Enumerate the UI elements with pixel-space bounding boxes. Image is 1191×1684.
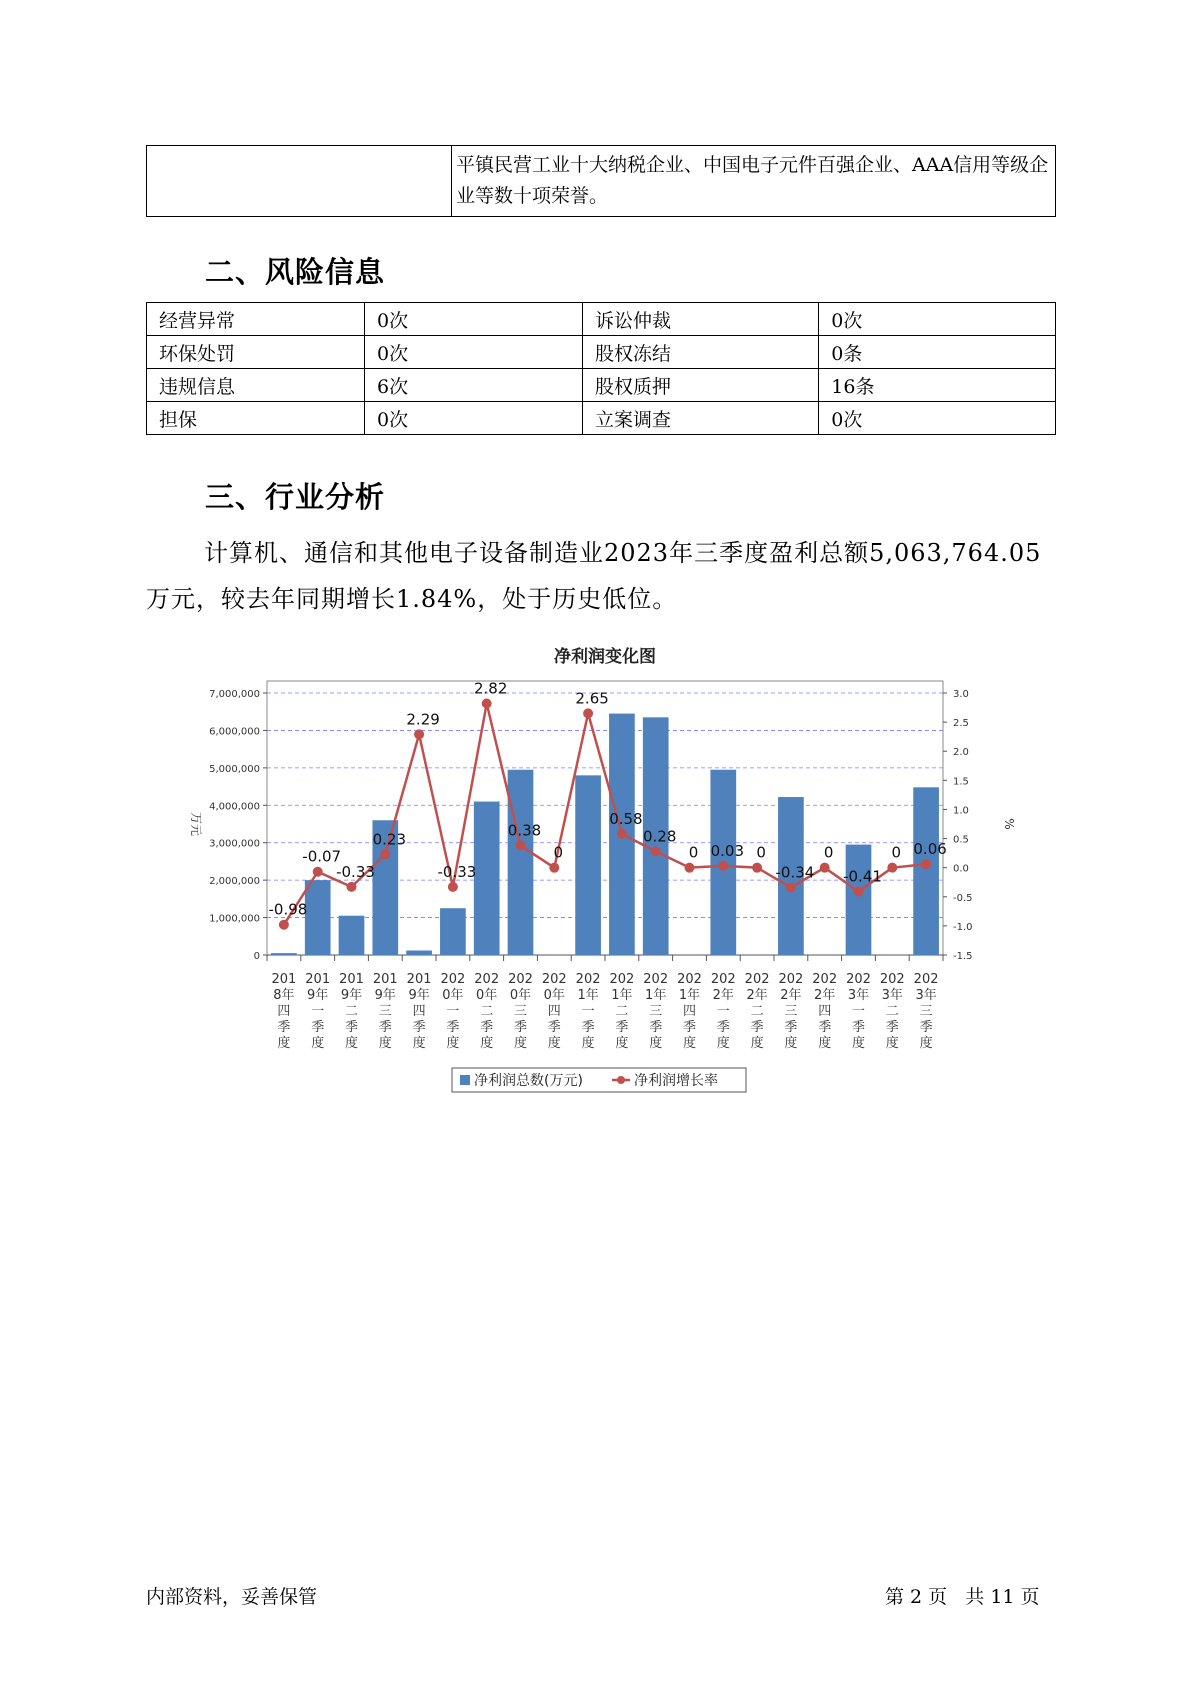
plot-frame — [267, 681, 943, 955]
risk-label-cell: 立案调查 — [583, 402, 819, 435]
x-tick-label: 202 — [778, 972, 804, 987]
x-tick-label: 度 — [547, 1036, 561, 1051]
x-tick-label: 度 — [581, 1036, 595, 1051]
x-tick-label: 度 — [277, 1036, 291, 1051]
x-tick-label: 度 — [311, 1036, 325, 1051]
bar-net-profit — [508, 770, 534, 955]
x-tick-label: 2年 — [814, 988, 836, 1003]
risk-value-cell: 0次 — [365, 336, 583, 369]
bar-net-profit — [305, 880, 331, 955]
x-tick-label: 季 — [649, 1020, 663, 1035]
point-growth-rate — [752, 863, 762, 873]
y-right-tick-label: 1.0 — [953, 805, 969, 817]
x-tick-label: 201 — [271, 972, 297, 987]
x-tick-label: 度 — [716, 1036, 730, 1051]
x-tick-label: 四 — [818, 1004, 832, 1019]
y-right-tick-label: 2.0 — [953, 747, 969, 759]
x-tick-label: 202 — [474, 972, 500, 987]
x-tick-label: 202 — [643, 972, 669, 987]
x-tick-label: 季 — [716, 1020, 730, 1035]
x-tick-label: 二 — [480, 1004, 494, 1019]
x-tick-label: 度 — [750, 1036, 764, 1051]
x-tick-label: 3年 — [881, 988, 903, 1003]
x-tick-label: 度 — [784, 1036, 798, 1051]
x-tick-label: 0年 — [509, 988, 532, 1003]
point-growth-rate — [685, 863, 695, 873]
y-left-tick-label: 5,000,000 — [209, 763, 260, 775]
x-tick-label: 二 — [885, 1004, 899, 1019]
section-heading-industry: 三、行业分析 — [205, 480, 386, 514]
x-tick-label: 度 — [480, 1036, 494, 1051]
x-tick-label: 季 — [851, 1020, 866, 1035]
y-left-tick-label: 0 — [253, 951, 260, 962]
data-label-growth-rate: 0 — [891, 843, 902, 862]
x-tick-label: 季 — [581, 1020, 595, 1035]
data-label-growth-rate: -0.07 — [302, 847, 342, 866]
x-tick-label: 季 — [750, 1020, 764, 1035]
legend-swatch-point — [617, 1076, 625, 1084]
x-tick-label: 1年 — [611, 988, 633, 1003]
x-tick-label: 季 — [919, 1020, 933, 1035]
x-tick-label: 季 — [615, 1020, 629, 1035]
y-right-tick-label: 3.0 — [953, 689, 969, 700]
bar-net-profit — [913, 787, 939, 955]
x-tick-label: 202 — [846, 972, 871, 987]
x-tick-label: 201 — [339, 972, 364, 987]
y-left-tick-label: 6,000,000 — [209, 726, 260, 738]
y-left-axis-label: 万元 — [189, 811, 203, 837]
legend-swatch-bar — [460, 1075, 470, 1085]
point-growth-rate — [651, 846, 661, 856]
risk-value-cell: 6次 — [365, 369, 583, 402]
honors-table — [146, 145, 1056, 217]
point-growth-rate — [516, 841, 526, 851]
x-tick-label: 度 — [885, 1036, 899, 1051]
point-growth-rate — [549, 863, 559, 873]
footer-page-number: 第 2 页 共 11 页 — [885, 1586, 1040, 1608]
x-tick-label: 一 — [716, 1004, 730, 1019]
x-tick-label: 202 — [609, 972, 635, 987]
x-tick-label: 度 — [818, 1036, 832, 1051]
x-tick-label: 度 — [344, 1036, 359, 1051]
risk-value-cell: 0次 — [819, 303, 1056, 336]
x-tick-label: 0年 — [476, 988, 498, 1003]
bar-net-profit — [474, 802, 500, 955]
x-tick-label: 三 — [919, 1004, 933, 1019]
x-tick-label: 1年 — [678, 988, 701, 1003]
y-left-tick-label: 1,000,000 — [209, 913, 260, 925]
x-tick-label: 2年 — [746, 988, 768, 1003]
point-growth-rate — [448, 882, 458, 892]
x-tick-label: 201 — [372, 972, 398, 987]
x-tick-label: 三 — [649, 1004, 663, 1019]
x-tick-label: 度 — [682, 1036, 697, 1051]
x-tick-label: 季 — [378, 1020, 392, 1035]
data-label-growth-rate: -0.33 — [437, 862, 477, 881]
y-left-tick-label: 4,000,000 — [209, 801, 260, 813]
x-tick-label: 四 — [277, 1004, 291, 1019]
data-label-growth-rate: 2.65 — [575, 689, 609, 708]
x-tick-label: 3年 — [915, 988, 937, 1003]
x-tick-label: 202 — [440, 972, 466, 987]
point-growth-rate — [482, 698, 492, 708]
y-right-tick-label: 1.5 — [953, 776, 969, 788]
bar-net-profit — [406, 951, 432, 955]
data-label-growth-rate: 0 — [823, 843, 834, 862]
risk-label-cell: 股权冻结 — [583, 336, 819, 369]
industry-paragraph-text: 计算机、通信和其他电子设备制造业2023年三季度盈利总额5,063,764.05万元，较去年同期增长1.84%，处于历史低位。 — [146, 539, 1042, 613]
risk-label-cell: 经营异常 — [147, 303, 365, 336]
chart-title: 净利润变化图 — [554, 647, 656, 667]
x-tick-label: 202 — [913, 972, 939, 987]
x-tick-label: 季 — [885, 1020, 899, 1035]
data-label-growth-rate: 2.29 — [406, 710, 440, 729]
industry-paragraph — [146, 530, 1046, 622]
legend-label-bar: 净利润总数(万元) — [474, 1073, 583, 1089]
footer-left: 内部资料，妥善保管 — [146, 1586, 318, 1608]
data-label-growth-rate: -0.33 — [336, 862, 375, 881]
x-tick-label: 3年 — [847, 988, 870, 1003]
x-tick-label: 202 — [541, 972, 567, 987]
data-label-growth-rate: 0.06 — [913, 840, 947, 859]
y-left-tick-label: 3,000,000 — [209, 838, 260, 850]
risk-row — [147, 303, 1056, 336]
point-growth-rate — [887, 863, 897, 873]
honors-empty-cell — [147, 146, 452, 217]
x-tick-label: 0年 — [543, 988, 565, 1003]
bar-net-profit — [440, 908, 466, 955]
x-tick-label: 三 — [513, 1004, 528, 1019]
point-growth-rate — [786, 882, 796, 892]
point-growth-rate — [347, 882, 357, 892]
x-tick-label: 季 — [818, 1020, 832, 1035]
data-label-growth-rate: 2.82 — [473, 679, 508, 698]
x-tick-label: 一 — [446, 1004, 460, 1019]
x-tick-label: 202 — [879, 972, 905, 987]
x-tick-label: 度 — [919, 1036, 933, 1051]
x-tick-label: 度 — [615, 1036, 629, 1051]
x-tick-label: 三 — [378, 1004, 392, 1019]
x-tick-label: 四 — [547, 1004, 561, 1019]
y-right-tick-label: -0.5 — [953, 892, 973, 904]
x-tick-label: 度 — [446, 1036, 460, 1051]
x-tick-label: 季 — [277, 1020, 291, 1035]
point-growth-rate — [414, 729, 424, 739]
x-tick-label: 9年 — [307, 988, 329, 1003]
y-right-tick-label: -1.0 — [953, 921, 973, 933]
point-growth-rate — [313, 867, 323, 877]
risk-row — [147, 336, 1056, 369]
data-label-growth-rate: -0.34 — [775, 863, 815, 882]
risk-label-cell: 违规信息 — [147, 369, 365, 402]
x-tick-label: 8年 — [273, 988, 295, 1003]
x-tick-label: 2年 — [780, 988, 802, 1003]
data-label-growth-rate: 0 — [688, 843, 699, 862]
risk-value-cell: 0次 — [365, 402, 583, 435]
x-tick-label: 1年 — [645, 988, 667, 1003]
x-tick-label: 202 — [677, 972, 702, 987]
honors-text-cell: 平镇民营工业十大纳税企业、中国电子元件百强企业、AAA信用等级企业等数十项荣誉。 — [452, 146, 1056, 217]
data-label-growth-rate: 0.23 — [372, 830, 407, 849]
risk-label-cell: 担保 — [147, 402, 365, 435]
x-tick-label: 一 — [851, 1004, 866, 1019]
risk-value-cell: 16条 — [819, 369, 1056, 402]
x-tick-label: 度 — [513, 1036, 528, 1051]
x-tick-label: 201 — [305, 972, 331, 987]
x-tick-label: 0年 — [442, 988, 464, 1003]
risk-label-cell: 诉讼仲裁 — [583, 303, 819, 336]
bar-net-profit — [271, 953, 297, 955]
point-growth-rate — [718, 861, 728, 871]
point-growth-rate — [921, 859, 931, 869]
data-label-growth-rate: -0.98 — [268, 900, 308, 919]
x-tick-label: 度 — [851, 1036, 866, 1051]
y-right-tick-label: 0.0 — [953, 863, 969, 875]
x-tick-label: 季 — [682, 1020, 697, 1035]
x-tick-label: 201 — [406, 972, 432, 987]
bar-net-profit — [339, 916, 365, 955]
x-tick-label: 季 — [446, 1020, 460, 1035]
bar-net-profit — [575, 775, 601, 955]
bar-net-profit — [846, 845, 872, 955]
point-growth-rate — [617, 829, 627, 839]
x-tick-label: 二 — [615, 1004, 629, 1019]
x-tick-label: 度 — [412, 1036, 426, 1051]
x-tick-label: 季 — [344, 1020, 359, 1035]
x-tick-label: 季 — [412, 1020, 426, 1035]
data-label-growth-rate: 0 — [756, 843, 766, 862]
x-tick-label: 四 — [412, 1004, 426, 1019]
data-label-growth-rate: 0.28 — [642, 827, 677, 846]
y-right-tick-label: -1.5 — [953, 951, 973, 962]
x-tick-label: 202 — [744, 972, 770, 987]
risk-label-cell: 股权质押 — [583, 369, 819, 402]
x-tick-label: 9年 — [408, 988, 430, 1003]
x-tick-label: 二 — [344, 1004, 359, 1019]
x-tick-label: 季 — [547, 1020, 561, 1035]
data-label-growth-rate: 0.58 — [609, 809, 643, 828]
point-growth-rate — [380, 849, 390, 859]
risk-row — [147, 369, 1056, 402]
net-profit-chart — [0, 640, 1191, 1110]
x-tick-label: 四 — [682, 1004, 697, 1019]
x-tick-label: 三 — [784, 1004, 798, 1019]
risk-value-cell: 0次 — [365, 303, 583, 336]
x-tick-label: 9年 — [340, 988, 363, 1003]
data-label-growth-rate: 0.38 — [507, 821, 542, 840]
point-growth-rate — [854, 887, 864, 897]
x-tick-label: 202 — [508, 972, 533, 987]
x-tick-label: 度 — [649, 1036, 663, 1051]
x-tick-label: 202 — [812, 972, 838, 987]
x-tick-label: 202 — [710, 972, 736, 987]
x-tick-label: 一 — [311, 1004, 325, 1019]
x-tick-label: 202 — [575, 972, 601, 987]
x-tick-label: 度 — [378, 1036, 392, 1051]
y-left-tick-label: 2,000,000 — [209, 876, 260, 888]
risk-value-cell: 0条 — [819, 336, 1056, 369]
x-tick-label: 二 — [750, 1004, 764, 1019]
data-label-growth-rate: 0.03 — [710, 841, 745, 860]
point-growth-rate — [583, 708, 593, 718]
legend-label-line: 净利润增长率 — [634, 1073, 718, 1089]
x-tick-label: 季 — [480, 1020, 494, 1035]
data-label-growth-rate: 0 — [553, 843, 564, 862]
data-label-growth-rate: -0.41 — [843, 867, 882, 886]
y-right-tick-label: 0.5 — [953, 834, 969, 846]
x-tick-label: 季 — [311, 1020, 325, 1035]
risk-label-cell: 环保处罚 — [147, 336, 365, 369]
y-left-tick-label: 7,000,000 — [209, 689, 260, 700]
x-tick-label: 1年 — [577, 988, 599, 1003]
section-heading-risk: 二、风险信息 — [205, 255, 386, 289]
risk-row — [147, 402, 1056, 435]
x-tick-label: 季 — [784, 1020, 798, 1035]
x-tick-label: 2年 — [712, 988, 734, 1003]
x-tick-label: 9年 — [374, 988, 396, 1003]
x-tick-label: 一 — [581, 1004, 595, 1019]
x-tick-label: 季 — [513, 1020, 528, 1035]
y-right-axis-label: % — [1002, 818, 1016, 830]
risk-value-cell: 0次 — [819, 402, 1056, 435]
point-growth-rate — [279, 920, 289, 930]
y-right-tick-label: 2.5 — [953, 718, 969, 730]
risk-table — [146, 302, 1056, 435]
point-growth-rate — [820, 863, 830, 873]
